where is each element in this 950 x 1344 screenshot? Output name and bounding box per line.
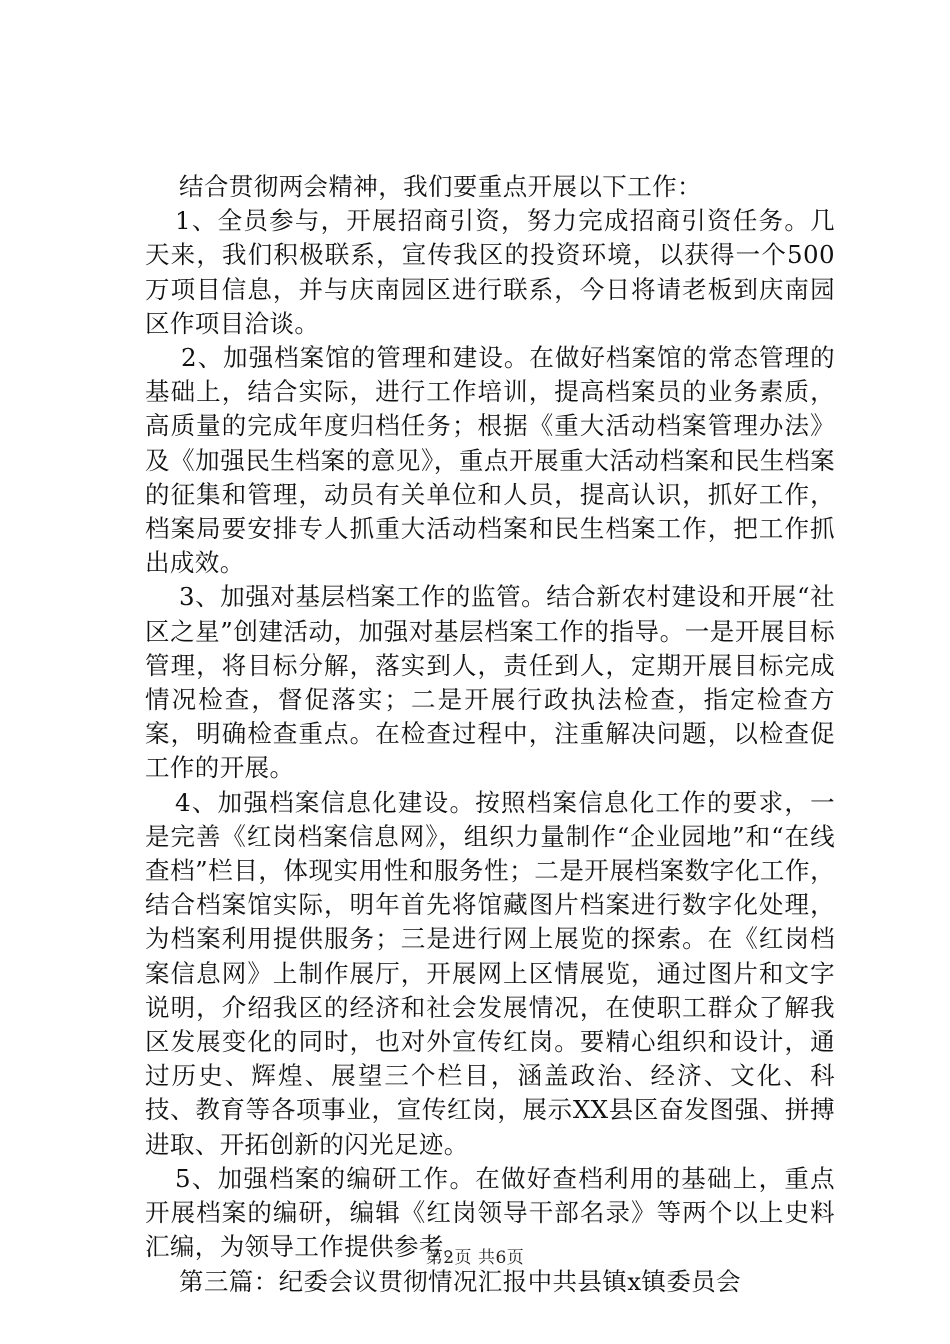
intro-paragraph: 结合贯彻两会精神，我们要重点开展以下工作： <box>179 172 702 201</box>
item-5-paragraph: 5、加强档案的编研工作。在做好查档利用的基础上，重点开展档案的编研，编辑《红岗领导干部名录》等两个以上史料汇编，为领导工作提供参考。 <box>145 1163 835 1262</box>
item-1-paragraph: 1、全员参与，开展招商引资，努力完成招商引资任务。几天来，我们积极联系，宣传我区的投资环境，以获得一个500万项目信息，并与庆南园区进行联系，今日将请老板到庆南园区作项目洽谈。 <box>145 206 835 338</box>
section-heading: 第三篇：纪委会议贯彻情况汇报中共县镇x镇委员会 <box>179 1266 742 1296</box>
document-body <box>145 170 835 1299</box>
item-3-paragraph: 3、加强对基层档案工作的监管。结合新农村建设和开展“社区之星”创建活动，加强对基层档案工作的指导。一是开展目标管理，将目标分解，落实到人，责任到人，定期开展目标完成情况检查，督促落实；二是开展行政执法检查，指定检查方案，明确检查重点。在检查过程中，注重解决问题，以检查促工作的开展。 <box>145 582 835 783</box>
item-2-paragraph: 2、加强档案馆的管理和建设。在做好档案馆的常态管理的基础上，结合实际，进行工作培训，提高档案员的业务素质，高质量的完成年度归档任务；根据《重大活动档案管理办法》及《加强民生档案的意见》，重点开展重大活动档案和民生档案的征集和管理，动员有关单位和人员，提高认识，抓好工作，档案局要安排专人抓重大活动档案和民生档案工作，把工作抓出成效。 <box>145 343 835 578</box>
item-4-paragraph: 4、加强档案信息化建设。按照档案信息化工作的要求，一是完善《红岗档案信息网》，组织力量制作“企业园地”和“在线查档”栏目，体现实用性和服务性；二是开展档案数字化工作，结合档案馆实际，明年首先将馆藏图片档案进行数字化处理，为档案利用提供服务；三是进行网上展览的探索。在《红岗档案信息网》上制作展厅，开展网上区情展览，通过图片和文字说明，介绍我区的经济和社会发展情况，在使职工群众了解我区发展变化的同时，也对外宣传红岗。要精心组织和设计，通过历史、辉煌、展望三个栏目，涵盖政治、经济、文化、科技、教育等各项事业，宣传红岗，展示XX县区奋发图强、拼搏进取、开拓创新的闪光足迹。 <box>145 787 835 1159</box>
page-number-footer: 第2页 共6页 <box>425 1248 525 1268</box>
